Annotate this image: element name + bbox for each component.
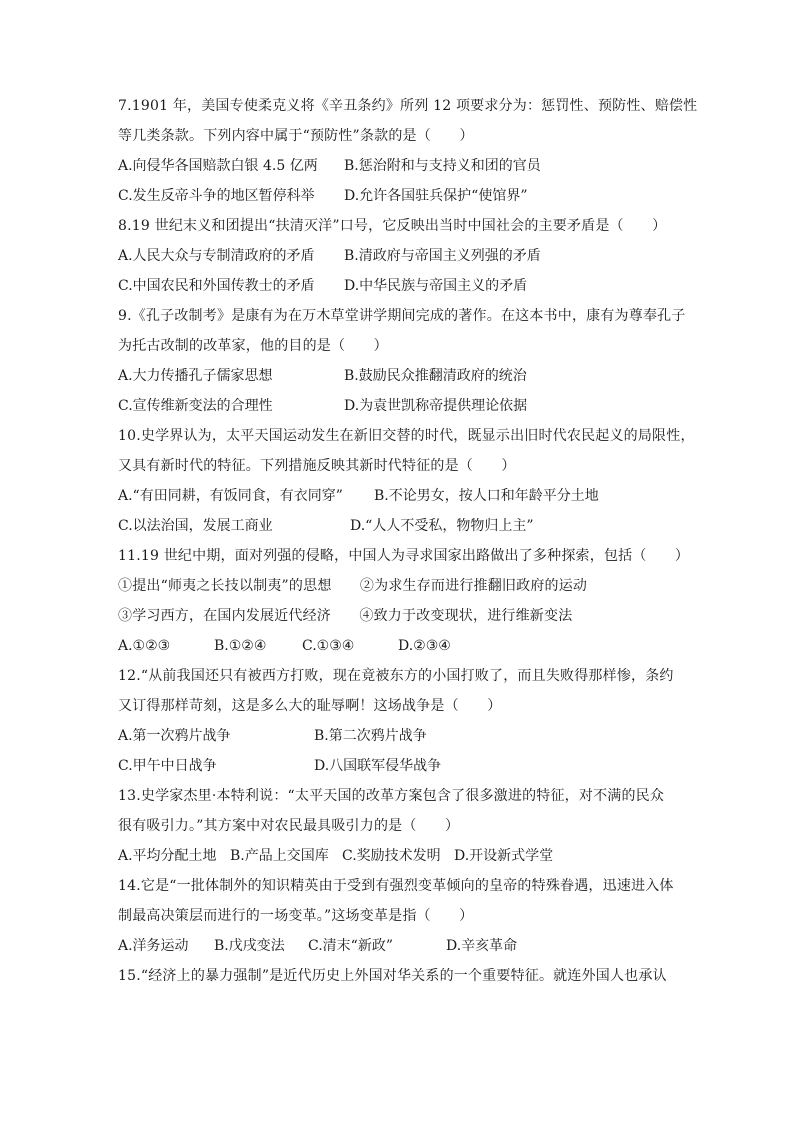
question-12-option-d[interactable]: D.八国联军侵华战争 <box>314 758 442 774</box>
question-14-stem-line-1: 14.它是“一批体制外的知识精英由于受到有强烈变革倾向的皇帝的特殊眷遇，迅速进入体 <box>118 878 674 894</box>
question-15 <box>118 966 678 986</box>
question-8 <box>118 216 678 296</box>
question-9 <box>118 306 686 416</box>
question-13-options-row-1 <box>118 846 678 866</box>
question-11-item-line-2: ③学习西方，在国内发展近代经济 ④致力于改变现状，进行维新变法 <box>118 608 573 624</box>
question-9-stem-line-1: 9.《孔子改制考》是康有为在万木草堂讲学期间完成的著作。在这本书中，康有为尊奉孔子 <box>118 308 686 324</box>
question-7-stem-line-2: 等几类条款。下列内容中属于“预防性”条款的是（ ） <box>118 128 474 144</box>
question-11-option-a[interactable]: A.①②③ <box>118 638 171 654</box>
question-14-stem-line-2: 制最高决策层而进行的一场变革。”这场变革是指（ ） <box>118 908 474 924</box>
question-12 <box>118 666 678 776</box>
question-13-stem-line-2: 很有吸引力。”其方案中对农民最具吸引力的是（ ） <box>118 818 460 834</box>
question-12-option-c[interactable]: C.甲午中日战争 <box>118 758 217 774</box>
question-13-option-c[interactable]: C.奖励技术发明 <box>342 848 441 864</box>
question-10 <box>118 426 695 536</box>
question-13-option-d[interactable]: D.开设新式学堂 <box>454 848 554 864</box>
question-9-option-c[interactable]: C.宣传维新变法的合理性 <box>118 398 273 414</box>
question-14-option-b[interactable]: B.戊戌变法 <box>214 938 285 954</box>
question-12-options-row-1 <box>118 726 678 746</box>
question-11-option-d[interactable]: D.②③④ <box>398 638 451 654</box>
question-14-option-d[interactable]: D.辛亥革命 <box>446 938 518 954</box>
question-12-stem-line-1: 12.“从前我国还只有被西方打败，现在竟被东方的小国打败了，而且失败得那样惨，条约 <box>118 668 674 684</box>
question-7-option-c[interactable]: C.发生反帝斗争的地区暂停科举 <box>118 188 315 204</box>
question-7-stem-line-1: 7.1901 年，美国专使柔克义将《辛丑条约》所列 12 项要求分为：惩罚性、预防性、赔偿性 <box>118 98 698 114</box>
question-7 <box>118 96 698 206</box>
question-8-option-a[interactable]: A.人民大众与专制清政府的矛盾 <box>118 248 315 264</box>
question-9-option-a[interactable]: A.大力传播孔子儒家思想 <box>118 368 273 384</box>
question-14-option-c[interactable]: C.清末“新政” <box>308 938 393 954</box>
question-9-options-row-2 <box>118 396 678 416</box>
question-11 <box>118 546 690 656</box>
question-9-option-d[interactable]: D.为袁世凯称帝提供理论依据 <box>344 398 528 414</box>
question-9-options-row-1 <box>118 366 678 386</box>
question-13 <box>118 786 678 866</box>
question-12-stem-line-2: 又订得那样苛刻，这是多么大的耻辱啊！这场战争是（ ） <box>118 698 502 714</box>
question-8-option-d[interactable]: D.中华民族与帝国主义的矛盾 <box>344 278 528 294</box>
question-14-options-row-1 <box>118 936 678 956</box>
question-11-option-b[interactable]: B.①②④ <box>214 638 267 654</box>
question-13-stem-line-1: 13.史学家杰里·本特利说：“太平天国的改革方案包含了很多激进的特征，对不满的民众 <box>118 788 665 804</box>
question-9-option-b[interactable]: B.鼓励民众推翻清政府的统治 <box>344 368 527 384</box>
question-11-options-row-1 <box>118 636 678 656</box>
question-11-stem-line-1: 11.19 世纪中期，面对列强的侵略，中国人为寻求国家出路做出了多种探索，包括（ ） <box>118 548 690 564</box>
exam-page <box>118 96 698 986</box>
question-8-options-row-1 <box>118 246 678 266</box>
question-10-stem-line-2: 又具有新时代的特征。下列措施反映其新时代特征的是（ ） <box>118 458 516 474</box>
question-8-option-c[interactable]: C.中国农民和外国传教士的矛盾 <box>118 278 315 294</box>
question-9-stem-line-2: 为托古改制的改革家，他的目的是（ ） <box>118 338 388 354</box>
question-8-options-row-2 <box>118 276 678 296</box>
question-10-stem-line-1: 10.史学界认为，太平天国运动发生在新旧交替的时代，既显示出旧时代农民起义的局限性， <box>118 428 695 444</box>
question-10-option-d[interactable]: D.“人人不受私，物物归上主” <box>350 518 534 534</box>
question-10-option-b[interactable]: B.不论男女，按人口和年龄平分土地 <box>374 488 599 504</box>
question-14-option-a[interactable]: A.洋务运动 <box>118 938 189 954</box>
question-13-option-a[interactable]: A.平均分配土地 <box>118 848 217 864</box>
question-7-option-b[interactable]: B.惩治附和与支持义和团的官员 <box>344 158 541 174</box>
question-12-options-row-2 <box>118 756 678 776</box>
question-12-option-b[interactable]: B.第二次鸦片战争 <box>314 728 427 744</box>
question-11-option-c[interactable]: C.①③④ <box>302 638 355 654</box>
question-11-item-line-1: ①提出“师夷之长技以制夷”的思想 ②为求生存而进行推翻旧政府的运动 <box>118 578 588 594</box>
question-7-option-d[interactable]: D.允许各国驻兵保护“使馆界” <box>344 188 528 204</box>
question-7-options-row-1 <box>118 156 678 176</box>
question-7-options-row-2 <box>118 186 678 206</box>
question-14 <box>118 876 678 956</box>
question-10-options-row-1 <box>118 486 678 506</box>
question-10-options-row-2 <box>118 516 678 536</box>
question-8-stem-line-1: 8.19 世纪末义和团提出“扶清灭洋”口号，它反映出当时中国社会的主要矛盾是（ ） <box>118 218 667 234</box>
question-10-option-a[interactable]: A.“有田同耕，有饭同食，有衣同穿” <box>118 488 343 504</box>
question-10-option-c[interactable]: C.以法治国，发展工商业 <box>118 518 273 534</box>
question-7-option-a[interactable]: A.向侵华各国赔款白银 4.5 亿两 <box>118 158 318 174</box>
question-15-stem-line-1: 15.“经济上的暴力强制”是近代历史上外国对华关系的一个重要特征。就连外国人也承认 <box>118 968 667 984</box>
question-13-option-b[interactable]: B.产品上交国库 <box>230 848 329 864</box>
question-8-option-b[interactable]: B.清政府与帝国主义列强的矛盾 <box>344 248 541 264</box>
question-12-option-a[interactable]: A.第一次鸦片战争 <box>118 728 231 744</box>
